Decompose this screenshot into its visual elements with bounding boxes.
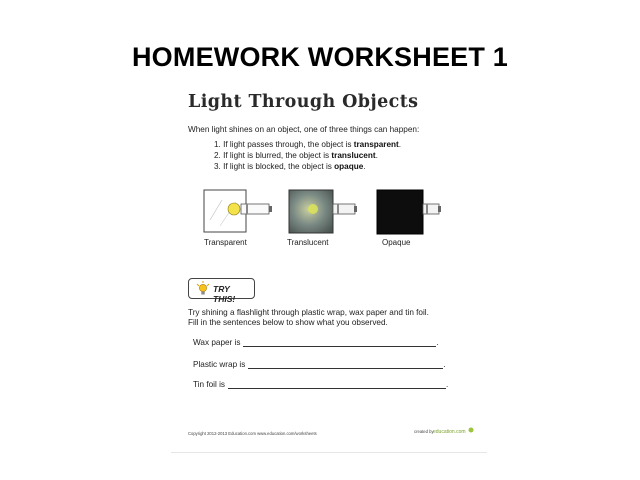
step-item: 3. If light is blocked, the object is opaque. — [214, 161, 366, 171]
translucent-label: Translucent — [287, 238, 329, 247]
translucent-illustration — [287, 188, 359, 236]
page-edge — [171, 452, 487, 453]
answer-blank[interactable] — [228, 380, 446, 389]
step-item: 1. If light passes through, the object is transparent. — [214, 140, 402, 149]
worksheet-page — [171, 86, 489, 454]
worksheet-intro: When light shines on an object, one of three things can happen: — [188, 125, 420, 134]
answer-blank[interactable] — [248, 360, 443, 369]
education-logo — [433, 426, 475, 436]
try-this-label: TRY THIS! — [213, 284, 236, 304]
answer-blank[interactable] — [243, 338, 436, 347]
copyright-text: Copyright 2012-2013 Education.com www.education.com/worksheets — [188, 431, 317, 436]
step-item: 2. If light is blurred, the object is translucent. — [214, 150, 378, 160]
transparent-illustration — [202, 188, 274, 236]
steps-list — [214, 140, 401, 172]
opaque-illustration — [375, 188, 447, 236]
created-by-text: created by — [414, 429, 434, 434]
try-this-badge — [188, 278, 255, 304]
slide-title: HOMEWORK WORKSHEET 1 — [131, 42, 508, 72]
fill-in-plastic-wrap: Plastic wrap is . — [193, 360, 446, 369]
fill-in-label: Plastic wrap is — [193, 360, 246, 369]
fill-in-tin-foil: Tin foil is . — [193, 380, 449, 389]
opaque-label: Opaque — [382, 238, 411, 247]
worksheet-title: Light Through Objects — [188, 92, 419, 112]
lightbulb-icon — [196, 281, 210, 296]
svg-text:education.com: education.com — [433, 429, 466, 435]
fill-in-label: Wax paper is — [193, 338, 241, 347]
transparent-label: Transparent — [204, 238, 247, 247]
fill-in-wax-paper: Wax paper is . — [193, 338, 439, 347]
try-this-instructions: Try shining a flashlight through plastic wrap, wax paper and tin foil. Fill in the sentences below to show what you observed. — [188, 308, 429, 328]
fill-in-label: Tin foil is — [193, 380, 225, 389]
